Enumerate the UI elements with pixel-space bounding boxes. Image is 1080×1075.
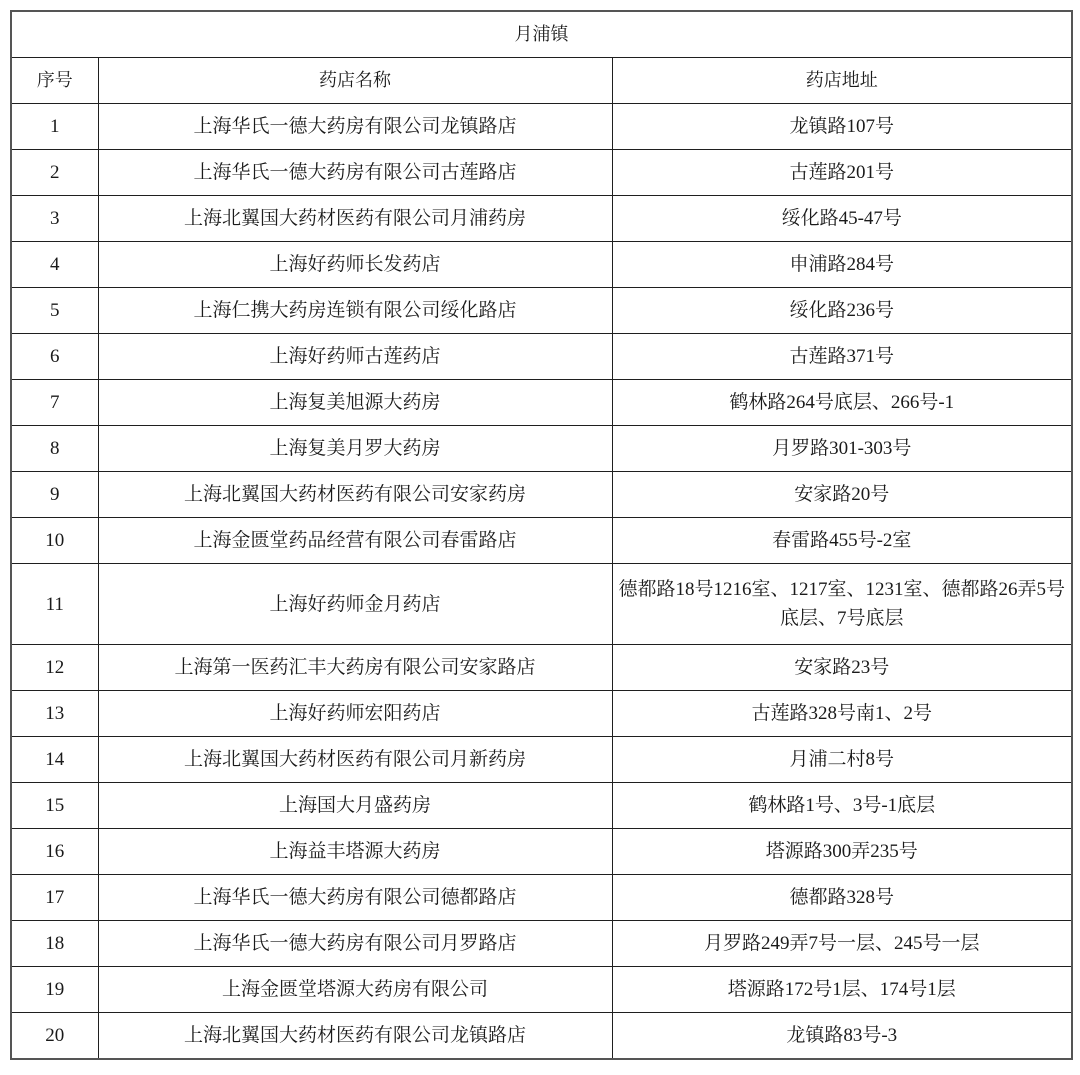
- pharmacy-address: 鹤林路264号底层、266号-1: [612, 380, 1072, 426]
- pharmacy-name: 上海北翼国大药材医药有限公司安家药房: [98, 472, 612, 518]
- pharmacy-name: 上海好药师宏阳药店: [98, 691, 612, 737]
- pharmacy-address: 龙镇路107号: [612, 104, 1072, 150]
- table-row: [11, 829, 1072, 875]
- row-index: 12: [11, 645, 98, 691]
- table-row: [11, 472, 1072, 518]
- row-index: 4: [11, 242, 98, 288]
- pharmacy-address: 安家路20号: [612, 472, 1072, 518]
- table-row: [11, 288, 1072, 334]
- header-index: 序号: [11, 58, 98, 104]
- row-index: 13: [11, 691, 98, 737]
- header-name: 药店名称: [98, 58, 612, 104]
- row-index: 7: [11, 380, 98, 426]
- pharmacy-name: 上海北翼国大药材医药有限公司月浦药房: [98, 196, 612, 242]
- row-index: 6: [11, 334, 98, 380]
- pharmacy-name: 上海好药师金月药店: [98, 564, 612, 645]
- pharmacy-name: 上海复美旭源大药房: [98, 380, 612, 426]
- table-row: [11, 1013, 1072, 1060]
- table-row: [11, 150, 1072, 196]
- row-index: 1: [11, 104, 98, 150]
- table-header-row: [11, 58, 1072, 104]
- pharmacy-name: 上海金匮堂药品经营有限公司春雷路店: [98, 518, 612, 564]
- pharmacy-name: 上海国大月盛药房: [98, 783, 612, 829]
- pharmacy-name: 上海北翼国大药材医药有限公司龙镇路店: [98, 1013, 612, 1060]
- pharmacy-address: 德都路18号1216室、1217室、1231室、德都路26弄5号底层、7号底层: [612, 564, 1072, 645]
- table-row: [11, 783, 1072, 829]
- table-row: [11, 242, 1072, 288]
- pharmacy-name: 上海仁携大药房连锁有限公司绥化路店: [98, 288, 612, 334]
- pharmacy-address: 月罗路249弄7号一层、245号一层: [612, 921, 1072, 967]
- table-row: [11, 875, 1072, 921]
- pharmacy-name: 上海金匮堂塔源大药房有限公司: [98, 967, 612, 1013]
- pharmacy-address: 塔源路172号1层、174号1层: [612, 967, 1072, 1013]
- pharmacy-address: 古莲路201号: [612, 150, 1072, 196]
- pharmacy-name: 上海益丰塔源大药房: [98, 829, 612, 875]
- row-index: 14: [11, 737, 98, 783]
- table-row: [11, 104, 1072, 150]
- table-row: [11, 196, 1072, 242]
- pharmacy-name: 上海华氏一德大药房有限公司月罗路店: [98, 921, 612, 967]
- pharmacy-address: 鹤林路1号、3号-1底层: [612, 783, 1072, 829]
- pharmacy-address: 塔源路300弄235号: [612, 829, 1072, 875]
- table-row: [11, 921, 1072, 967]
- pharmacy-address: 绥化路45-47号: [612, 196, 1072, 242]
- header-address: 药店地址: [612, 58, 1072, 104]
- pharmacy-table: [10, 10, 1073, 1060]
- pharmacy-name: 上海第一医药汇丰大药房有限公司安家路店: [98, 645, 612, 691]
- row-index: 10: [11, 518, 98, 564]
- table-row: [11, 334, 1072, 380]
- pharmacy-name: 上海好药师长发药店: [98, 242, 612, 288]
- row-index: 20: [11, 1013, 98, 1060]
- pharmacy-name: 上海复美月罗大药房: [98, 426, 612, 472]
- row-index: 16: [11, 829, 98, 875]
- table-row: [11, 737, 1072, 783]
- row-index: 3: [11, 196, 98, 242]
- pharmacy-name: 上海好药师古莲药店: [98, 334, 612, 380]
- row-index: 19: [11, 967, 98, 1013]
- pharmacy-name: 上海华氏一德大药房有限公司古莲路店: [98, 150, 612, 196]
- table-row: [11, 645, 1072, 691]
- pharmacy-address: 德都路328号: [612, 875, 1072, 921]
- row-index: 2: [11, 150, 98, 196]
- table-row: [11, 426, 1072, 472]
- pharmacy-address: 龙镇路83号-3: [612, 1013, 1072, 1060]
- pharmacy-address: 绥化路236号: [612, 288, 1072, 334]
- pharmacy-address: 春雷路455号-2室: [612, 518, 1072, 564]
- pharmacy-address: 申浦路284号: [612, 242, 1072, 288]
- table-title-row: [11, 11, 1072, 58]
- pharmacy-address: 古莲路328号南1、2号: [612, 691, 1072, 737]
- row-index: 11: [11, 564, 98, 645]
- pharmacy-name: 上海北翼国大药材医药有限公司月新药房: [98, 737, 612, 783]
- row-index: 8: [11, 426, 98, 472]
- table-row: [11, 691, 1072, 737]
- table-row: [11, 518, 1072, 564]
- pharmacy-address: 安家路23号: [612, 645, 1072, 691]
- row-index: 15: [11, 783, 98, 829]
- table-row: [11, 564, 1072, 645]
- row-index: 5: [11, 288, 98, 334]
- row-index: 9: [11, 472, 98, 518]
- table-row: [11, 967, 1072, 1013]
- table-body: [11, 104, 1072, 1060]
- row-index: 17: [11, 875, 98, 921]
- pharmacy-name: 上海华氏一德大药房有限公司德都路店: [98, 875, 612, 921]
- table-title: 月浦镇: [11, 11, 1072, 58]
- pharmacy-name: 上海华氏一德大药房有限公司龙镇路店: [98, 104, 612, 150]
- pharmacy-address: 月罗路301-303号: [612, 426, 1072, 472]
- table-row: [11, 380, 1072, 426]
- row-index: 18: [11, 921, 98, 967]
- pharmacy-address: 月浦二村8号: [612, 737, 1072, 783]
- pharmacy-address: 古莲路371号: [612, 334, 1072, 380]
